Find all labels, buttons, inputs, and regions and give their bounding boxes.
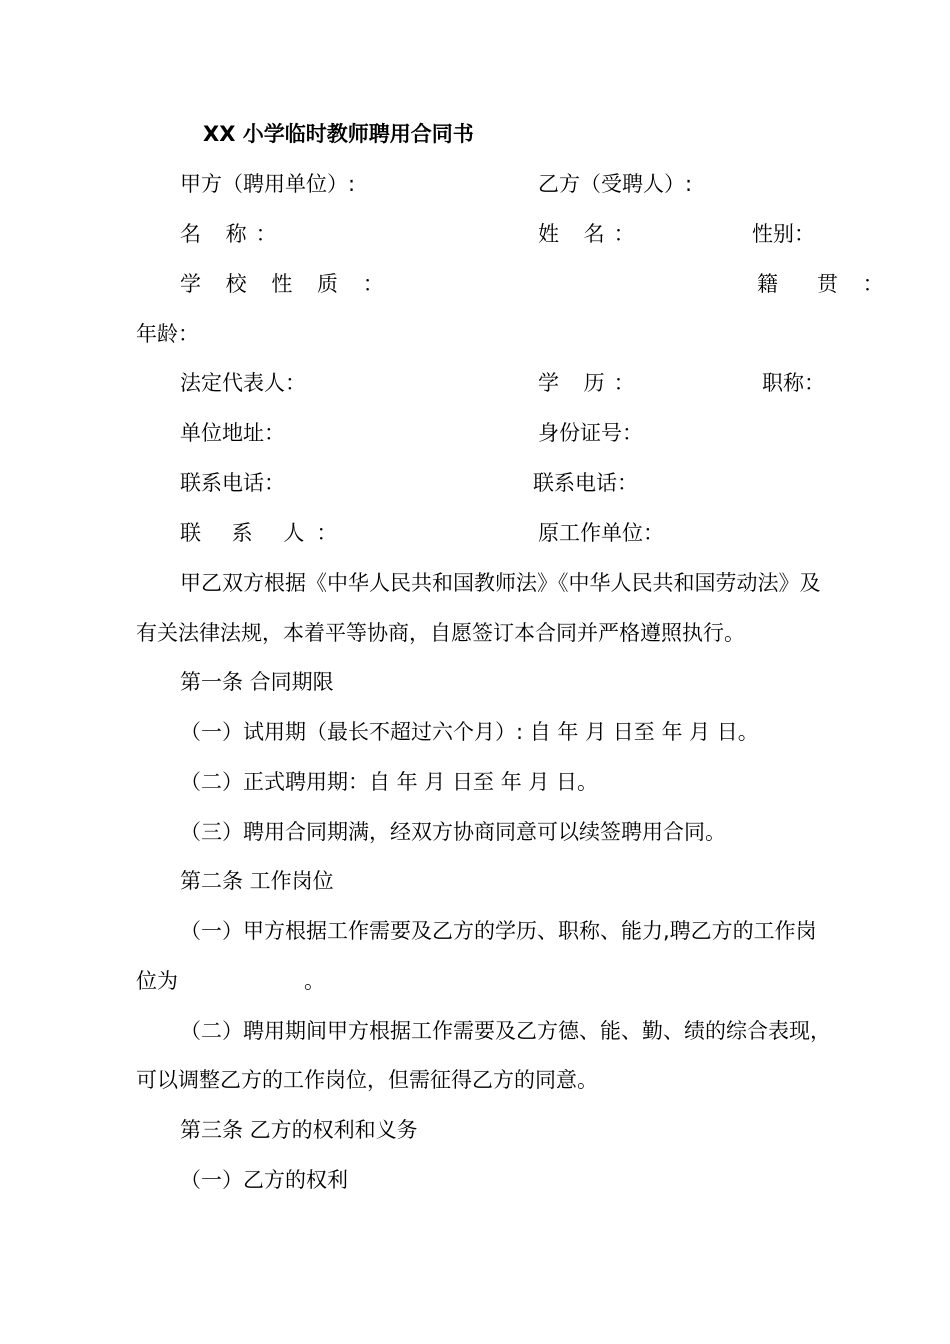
phone-b-label: 联系电话： bbox=[533, 471, 638, 495]
age-label: 年龄： bbox=[136, 322, 199, 346]
party-a-label: 甲方（聘用单位）: bbox=[180, 172, 356, 196]
article-1-item-3: （三）聘用合同期满，经双方协商同意可以续签聘用合同。 bbox=[180, 820, 726, 844]
contact-label: 联 系 人： bbox=[180, 521, 350, 545]
article-1-item-2: （二）正式聘用期：自 年 月 日至 年 月 日。 bbox=[180, 770, 599, 794]
article-3-heading: 第三条 乙方的权利和义务 bbox=[180, 1118, 418, 1142]
school-nature-label: 学 校 性 质 ： bbox=[180, 272, 393, 296]
article-2-heading: 第二条 工作岗位 bbox=[180, 869, 334, 893]
education-label: 学 历： bbox=[538, 371, 644, 395]
intro-paragraph-line2: 有关法律法规，本着平等协商，自愿签订本合同并严格遵照执行。 bbox=[136, 621, 745, 645]
job-title-label: 职称： bbox=[762, 371, 825, 395]
article-2-item-1-line2: 位为 。 bbox=[136, 969, 325, 993]
native-place-label: 籍 贯 ： bbox=[757, 272, 893, 296]
article-2-item-2-line1: （二）聘用期间甲方根据工作需要及乙方德、能、勤、绩的综合表现， bbox=[180, 1019, 831, 1043]
name-label: 名 称： bbox=[180, 222, 286, 246]
gender-label: 性别： bbox=[752, 222, 815, 246]
phone-a-label: 联系电话： bbox=[180, 471, 285, 495]
legal-rep-label: 法定代表人： bbox=[180, 371, 306, 395]
b-name-label: 姓 名： bbox=[538, 222, 644, 246]
article-1-heading: 第一条 合同期限 bbox=[180, 670, 334, 694]
article-3-item-1: （一）乙方的权利 bbox=[180, 1168, 348, 1192]
document-title: XX 小学临时教师聘用合同书 bbox=[203, 122, 474, 146]
article-1-item-1: （一）试用期（最长不超过六个月）: 自 年 月 日至 年 月 日。 bbox=[180, 720, 759, 744]
former-unit-label: 原工作单位： bbox=[538, 521, 664, 545]
id-number-label: 身份证号： bbox=[538, 421, 643, 445]
address-label: 单位地址： bbox=[180, 421, 285, 445]
party-b-label: 乙方（受聘人）: bbox=[538, 172, 693, 196]
article-2-item-1-line1: （一）甲方根据工作需要及乙方的学历、职称、能力,聘乙方的工作岗 bbox=[180, 919, 817, 943]
article-2-item-2-line2: 可以调整乙方的工作岗位，但需征得乙方的同意。 bbox=[136, 1068, 598, 1092]
intro-paragraph-line1: 甲乙双方根据《中华人民共和国教师法》《中华人民共和国劳动法》及 bbox=[180, 571, 821, 595]
